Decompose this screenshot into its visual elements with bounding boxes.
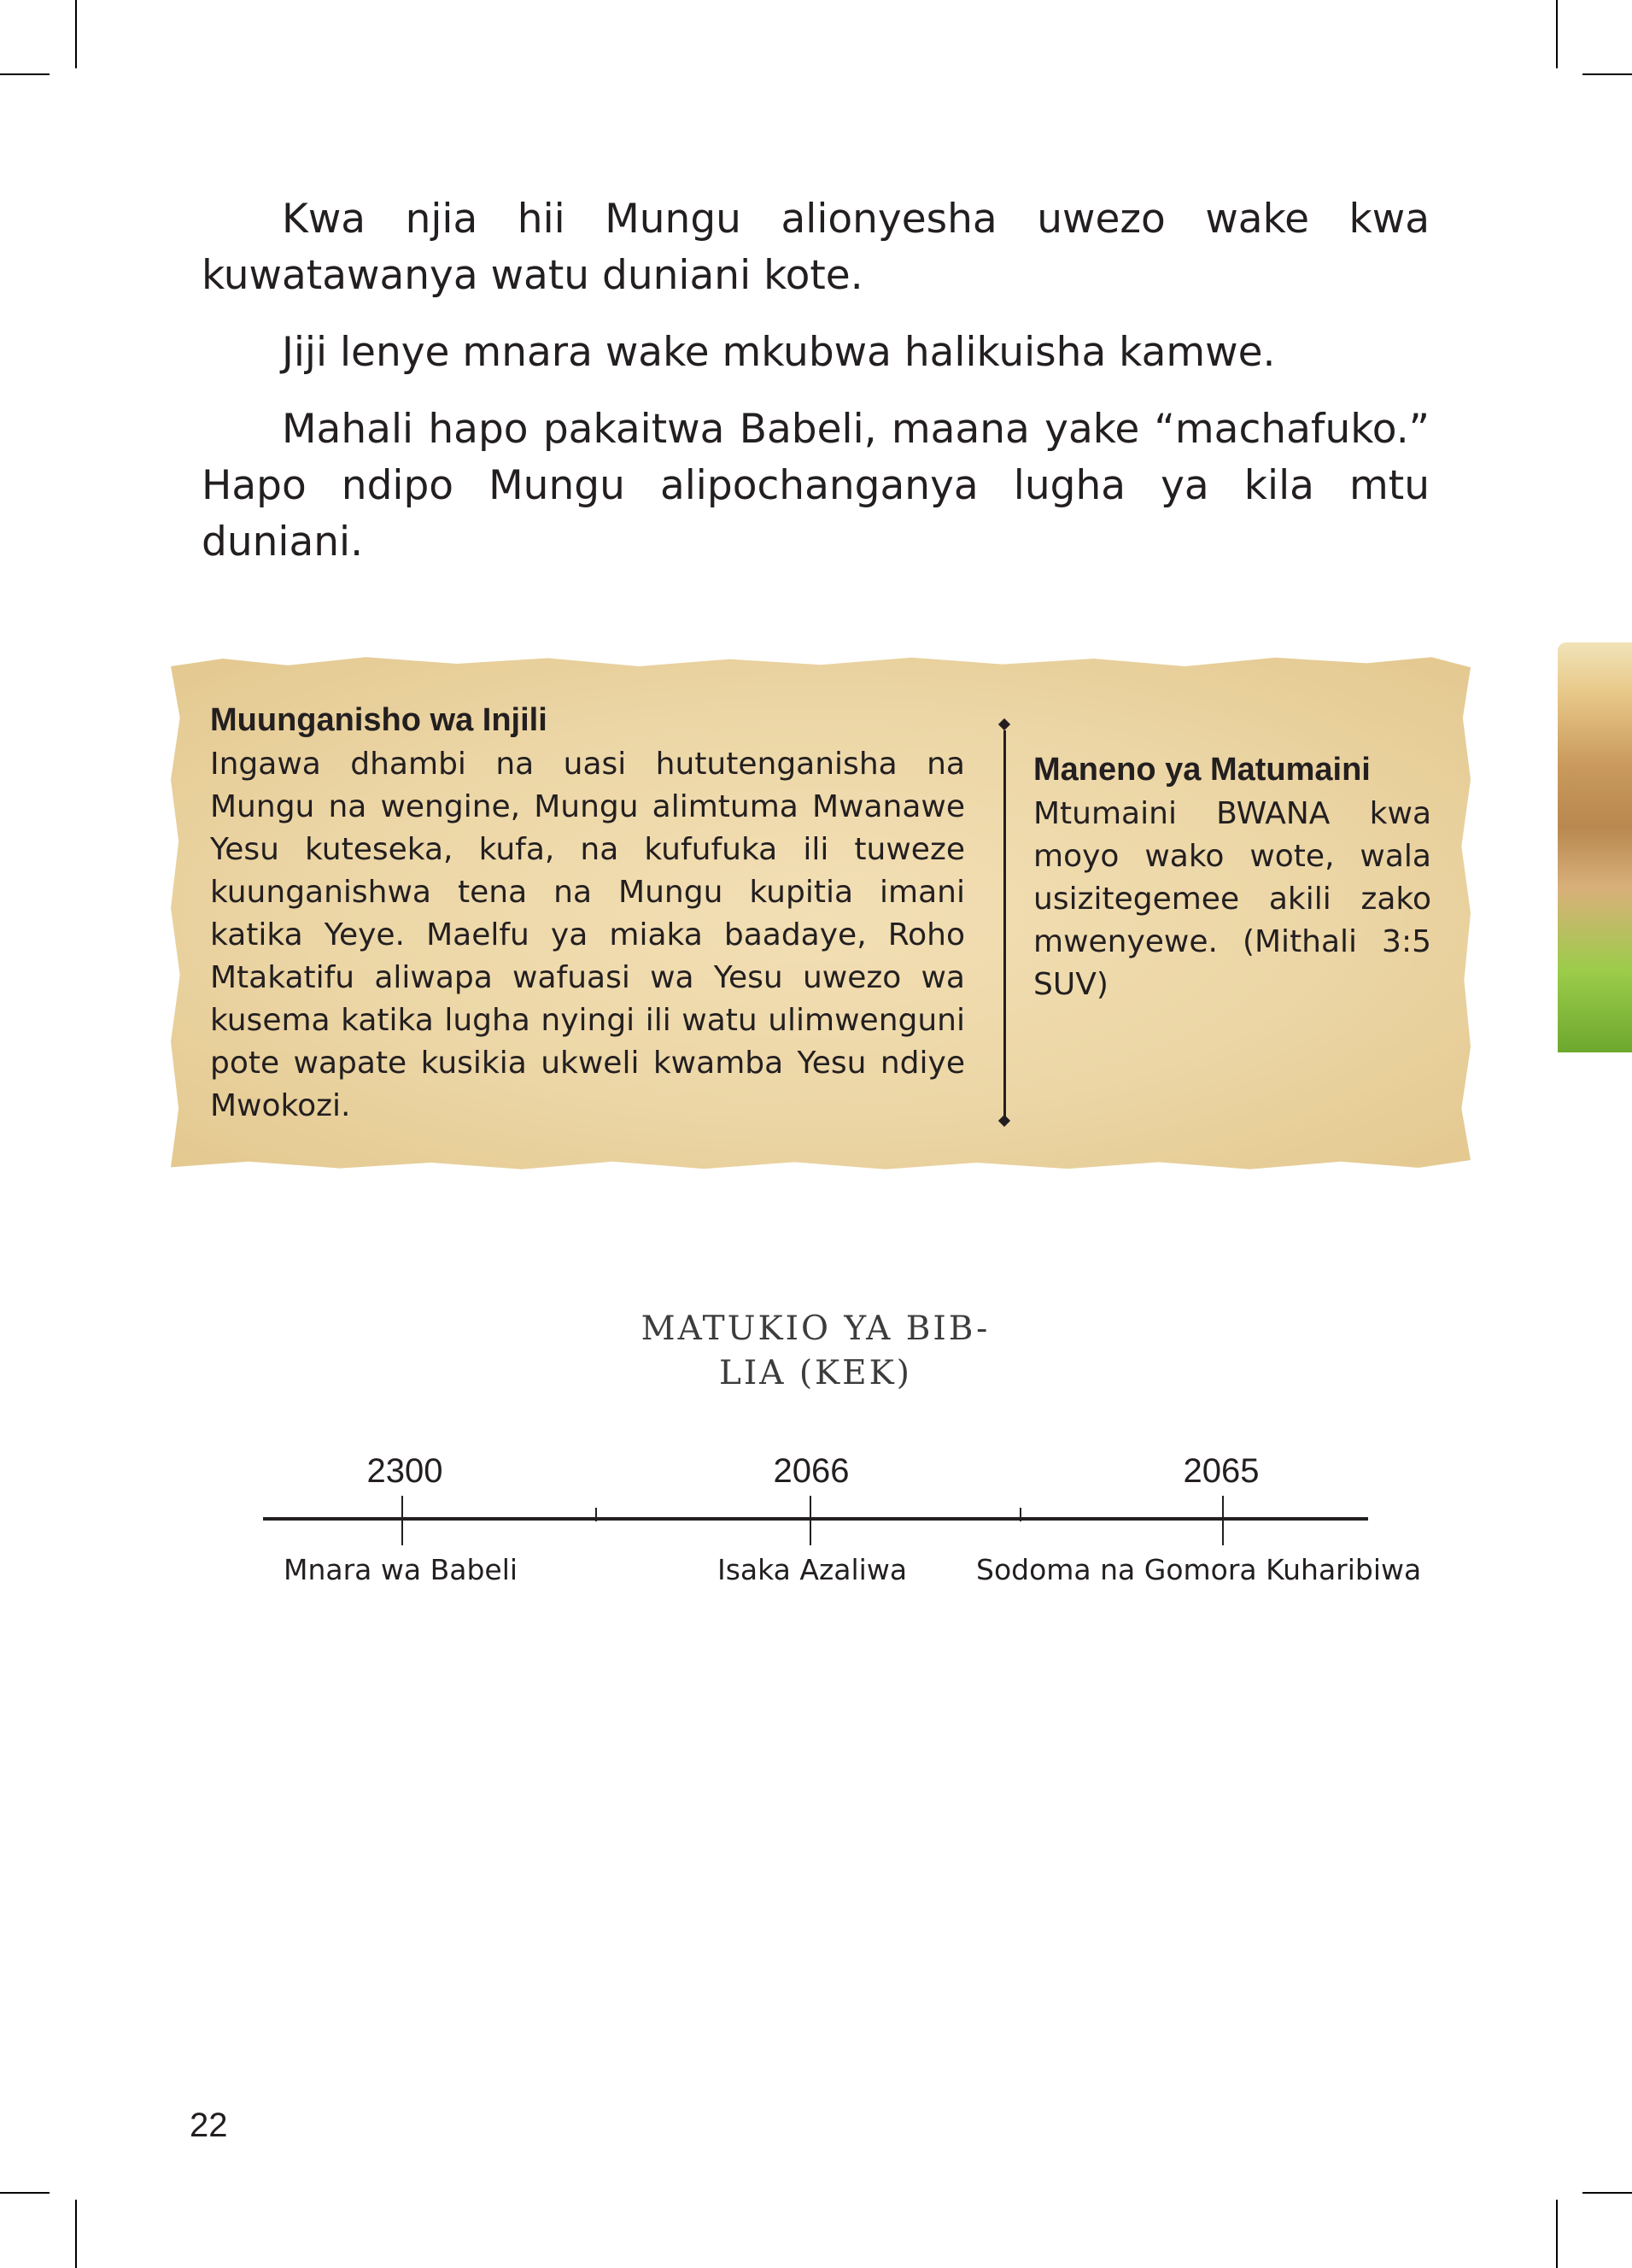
timeline-year-2: 2066 [773, 1452, 850, 1490]
crop-mark [1556, 0, 1558, 68]
paragraph-1: Kwa njia hii Mungu alionyesha uwezo wake kwa kuwatawanya watu duniani kote. [202, 196, 1430, 299]
paragraph-2: Jiji lenye mnara wake mkubwa halikuisha kamwe. [282, 329, 1276, 376]
timeline-tick-3 [1222, 1496, 1224, 1545]
box-divider [1003, 730, 1006, 1119]
timeline-event-1: Mnara wa Babeli [284, 1553, 518, 1586]
timeline-minor-tick [1020, 1508, 1021, 1521]
hope-box-title: Maneno ya Matumaini [1033, 752, 1371, 788]
page-number: 22 [190, 2107, 228, 2144]
crop-mark [1556, 2200, 1558, 2268]
gospel-box-text: Ingawa dhambi na uasi hututenganisha na Mungu na wengine, Mungu alimtuma Mwanawe Yesu kuteseka, kufa, na kufufuka ili tuweze kuunganishwa tena na Mungu kupitia imani katika Yeye. Maelfu ya miaka baadaye, Roho Mtakatifu aliwapa wafuasi wa Yesu uwezo wa kusema katika lugha nyingi ili watu ulimwenguni pote wapate kusikia ukweli kwamba Yesu ndiye Mwokozi. [210, 747, 965, 1123]
paragraph-3: Mahali hapo pakaitwa Babeli, maana yake “machafuko.” Hapo ndipo Mungu alipochanganya lugha ya kila mtu duniani. [202, 406, 1430, 566]
crop-mark [0, 2192, 50, 2194]
timeline-tick-2 [810, 1496, 811, 1545]
timeline-year-1: 2300 [366, 1452, 443, 1490]
hope-box-text: Mtumaini BWANA kwa moyo wako wote, wala usizitegemee akili zako mwenyewe. (Mithali 3:5 SUV) [1033, 796, 1431, 1002]
timeline-axis [263, 1517, 1368, 1521]
gospel-box-title: Muunganisho wa Injili [210, 702, 547, 738]
crop-mark [75, 0, 77, 68]
timeline-title [598, 1307, 1033, 1396]
timeline-tick-1 [401, 1496, 403, 1545]
timeline-year-3: 2065 [1183, 1452, 1260, 1490]
timeline-minor-tick [595, 1508, 597, 1521]
crop-mark [75, 2200, 77, 2268]
timeline-event-2: Isaka Azaliwa [717, 1553, 908, 1586]
crop-mark [1582, 73, 1632, 75]
timeline-event-3: Sodoma na Gomora Kuharibiwa [976, 1553, 1422, 1586]
timeline-title-line-1: MATUKIO YA BIB- [641, 1310, 991, 1348]
timeline-title-line-2: LIA (KEK) [718, 1354, 913, 1392]
crop-mark [1582, 2192, 1632, 2194]
page-edge-illustration [1558, 642, 1632, 1052]
crop-mark [0, 73, 50, 75]
